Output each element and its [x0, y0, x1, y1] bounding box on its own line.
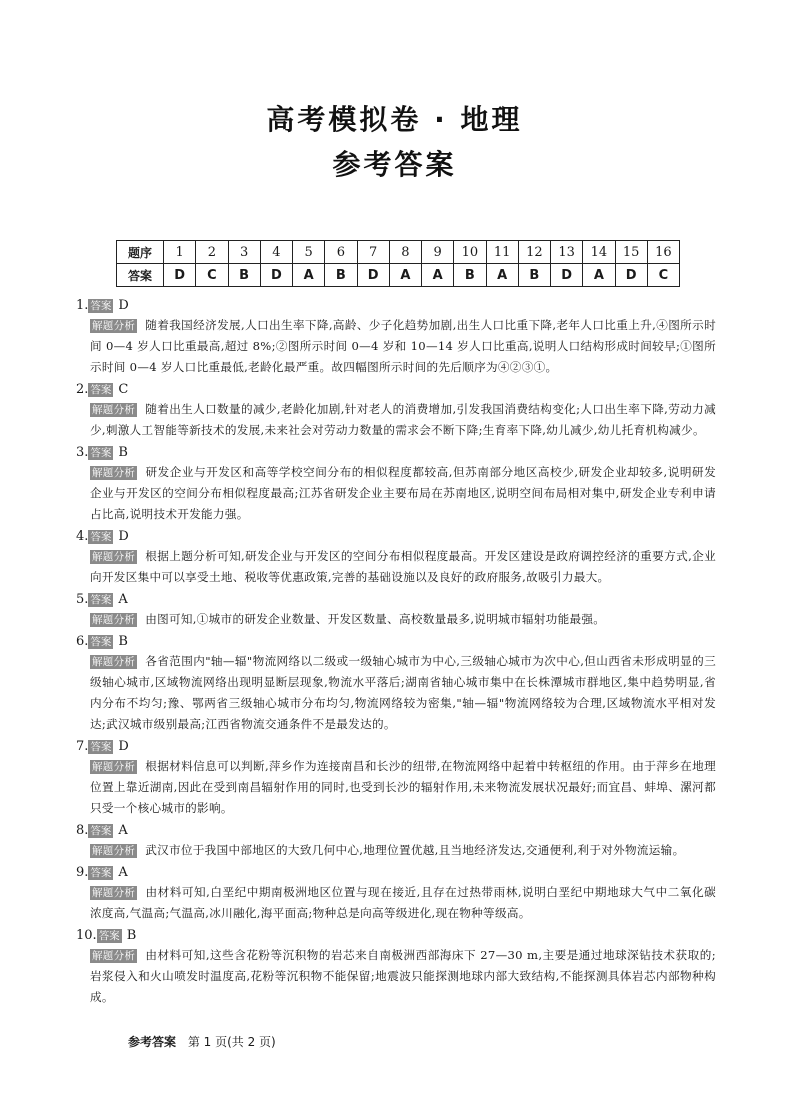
answer-table-answer-row [117, 264, 680, 287]
page-footer [128, 1033, 276, 1050]
analysis-text: 根据材料信息可以判断,萍乡作为连接南昌和长沙的纽带,在物流网络中起着中转枢纽的作用。由于萍乡在地理位置上靠近湖南,因此在受到南昌辐射作用的同时,也受到长沙的辐射作用,未来物流发展状况最好;而宜昌、蚌埠、漯河都只受一个核心城市的影响。 [90, 759, 716, 815]
page-subtitle: 参考答案 [332, 148, 457, 181]
table-cell-number: 15 [615, 241, 647, 264]
table-cell-number: 10 [454, 241, 486, 264]
answer-item [76, 821, 716, 861]
table-cell-number: 11 [486, 241, 518, 264]
answer-letter: B [118, 634, 128, 649]
answer-item [76, 863, 716, 924]
answer-tag: 答案 [90, 530, 112, 543]
analysis-tag: 解题分析 [92, 467, 136, 479]
table-cell-number: 14 [583, 241, 615, 264]
table-cell-number: 12 [518, 241, 550, 264]
answer-line [76, 443, 716, 462]
analysis-paragraph [76, 882, 716, 924]
table-cell-answer: A [389, 264, 421, 287]
analysis-text: 由图可知,①城市的研发企业数量、开发区数量、高校数量最多,说明城市辐射功能最强。 [145, 612, 606, 626]
analysis-tag: 解题分析 [92, 404, 136, 416]
table-header-answer: 答案 [117, 264, 164, 287]
answer-item [76, 590, 716, 630]
table-cell-answer: D [551, 264, 583, 287]
table-cell-answer: A [422, 264, 454, 287]
analysis-paragraph [76, 651, 716, 735]
analysis-text: 根据上题分析可知,研发企业与开发区的空间分布相似程度最高。开发区建设是政府调控经济的重要方式,企业向开发区集中可以享受土地、税收等优惠政策,完善的基础设施以及良好的政府服务,故吸引力最大。 [90, 549, 716, 584]
question-number: 3. [76, 445, 89, 460]
table-cell-number: 1 [164, 241, 196, 264]
table-cell-number: 9 [422, 241, 454, 264]
analysis-text: 各省范围内"轴—辐"物流网络以二级或一级轴心城市为中心,三级轴心城市为次中心,但山西省未形成明显的三级轴心城市,区域物流网络出现明显断层现象,物流水平落后;湖南省轴心城市集中在长株潭城市群地区,集中趋势明显,省内分布不均匀;豫、鄂两省三级轴心城市分布均匀,物流网络较为密集,"轴—辐"物流网络较为合理,区域物流水平相对发达;武汉城市级别最高;江西省物流交通条件不是最发达的。 [90, 654, 716, 731]
answer-line [76, 632, 716, 651]
table-cell-number: 8 [389, 241, 421, 264]
answer-letter: B [126, 928, 137, 943]
answer-letter: A [118, 865, 128, 880]
question-number: 4. [76, 529, 89, 544]
table-cell-number: 6 [325, 241, 357, 264]
analysis-tag: 解题分析 [92, 887, 136, 899]
table-cell-answer: A [583, 264, 615, 287]
analysis-text: 研发企业与开发区和高等学校空间分布的相似程度都较高,但苏南部分地区高校少,研发企业却较多,说明研发企业与开发区的空间分布相似程度最高;江苏省研发企业主要布局在苏南地区,说明空间布局相对集中,研发企业专利申请占比高,说明技术开发能力强。 [90, 465, 716, 521]
answer-line [76, 380, 716, 399]
question-number: 1. [76, 298, 89, 313]
analysis-tag: 解题分析 [92, 320, 136, 332]
answer-tag: 答案 [90, 446, 112, 459]
analysis-tag: 解题分析 [92, 656, 136, 668]
analysis-text: 由材料可知,这些含花粉等沉积物的岩芯来自南极洲西部海床下 27—30 m,主要是通过地球深钻技术获取的;岩浆侵入和火山喷发时温度高,花粉等沉积物不能保留;地震波只能探测地球内部大致结构,不能探测具体岩芯内部物种构成。 [90, 948, 716, 1004]
answer-tag: 答案 [90, 299, 112, 312]
question-number: 6. [76, 634, 89, 649]
answer-letter: A [118, 823, 128, 838]
analysis-tag: 解题分析 [92, 614, 136, 626]
answer-letter: D [118, 739, 129, 754]
analysis-tag: 解题分析 [92, 950, 136, 962]
answer-item [76, 632, 716, 735]
analysis-paragraph [76, 756, 716, 819]
table-cell-answer: B [325, 264, 357, 287]
analysis-text: 武汉市位于我国中部地区的大致几何中心,地理位置优越,且当地经济发达,交通便利,利于对外物流运输。 [145, 843, 685, 857]
answer-tag: 答案 [90, 635, 112, 648]
analysis-tag: 解题分析 [92, 761, 136, 773]
answer-letter: B [118, 445, 128, 460]
table-cell-answer: C [647, 264, 679, 287]
question-number: 2. [76, 382, 89, 397]
table-cell-answer: D [164, 264, 196, 287]
analysis-paragraph [76, 399, 716, 441]
answer-tag: 答案 [90, 824, 112, 837]
table-cell-number: 13 [551, 241, 583, 264]
table-cell-answer: B [518, 264, 550, 287]
answer-item [76, 926, 716, 1008]
table-cell-answer: A [293, 264, 325, 287]
answer-item [76, 737, 716, 819]
answer-item [76, 380, 716, 441]
answer-line [76, 821, 716, 840]
answer-tag: 答案 [90, 866, 112, 879]
answer-tag: 答案 [90, 740, 112, 753]
answer-line [76, 863, 716, 882]
answer-tag: 答案 [90, 383, 112, 396]
answer-letter: D [118, 529, 129, 544]
footer-page-number: 第 1 页(共 2 页) [187, 1035, 276, 1049]
analysis-text: 由材料可知,白垩纪中期南极洲地区位置与现在接近,且存在过热带雨林,说明白垩纪中期地球大气中二氧化碳浓度高,气温高;气温高,冰川融化,海平面高;物种总是向高等级进化,现在物种等级高。 [90, 885, 716, 920]
answer-table-number-row [117, 241, 680, 264]
answer-letter: A [118, 592, 128, 607]
table-cell-answer: D [357, 264, 389, 287]
answer-letter: C [118, 382, 129, 397]
table-cell-answer: D [615, 264, 647, 287]
question-number: 5. [76, 592, 89, 607]
table-cell-answer: B [454, 264, 486, 287]
analysis-paragraph [76, 315, 716, 378]
table-cell-number: 3 [228, 241, 260, 264]
analysis-paragraph [76, 945, 716, 1008]
answer-tag: 答案 [98, 929, 120, 942]
table-cell-number: 16 [647, 241, 679, 264]
analysis-text: 随着我国经济发展,人口出生率下降,高龄、少子化趋势加剧,出生人口比重下降,老年人口比重上升,④图所示时间 0—4 岁人口比重最高,超过 8%;②图所示时间 0—4 岁和 10—14 岁人口比重高,说明人口结构形成时间较早;①图所示时间 0—4 岁人口比重最低,老龄化最严重。故四幅图所示时间的先后顺序为④②③①。 [90, 318, 716, 374]
answer-line [76, 527, 716, 546]
analysis-tag: 解题分析 [92, 551, 136, 563]
analysis-paragraph [76, 609, 716, 630]
question-number: 10. [76, 928, 97, 943]
analysis-text: 随着出生人口数量的减少,老龄化加剧,针对老人的消费增加,引发我国消费结构变化;人口出生率下降,劳动力减少,刺激人工智能等新技术的发展,未来社会对劳动力数量的需求会不断下降;生育率下降,幼儿减少,幼儿托育机构减少。 [90, 402, 716, 437]
question-number: 9. [76, 865, 89, 880]
question-number: 7. [76, 739, 89, 754]
question-number: 8. [76, 823, 89, 838]
answer-line [76, 926, 716, 945]
table-cell-answer: B [228, 264, 260, 287]
answer-line [76, 296, 716, 315]
footer-label: 参考答案 [128, 1035, 177, 1049]
answer-item [76, 527, 716, 588]
answer-item [76, 296, 716, 378]
table-cell-answer: C [196, 264, 228, 287]
table-cell-number: 2 [196, 241, 228, 264]
analysis-paragraph [76, 840, 716, 861]
table-cell-number: 4 [260, 241, 292, 264]
answer-explanations [76, 296, 716, 1010]
answer-table [116, 240, 680, 287]
analysis-paragraph [76, 462, 716, 525]
answer-line [76, 590, 716, 609]
table-header-number: 题序 [117, 241, 164, 264]
table-cell-number: 5 [293, 241, 325, 264]
table-cell-answer: A [486, 264, 518, 287]
table-cell-answer: D [260, 264, 292, 287]
analysis-paragraph [76, 546, 716, 588]
answer-tag: 答案 [90, 593, 112, 606]
page-title: 高考模拟卷 · 地理 [266, 103, 523, 136]
analysis-tag: 解题分析 [92, 845, 136, 857]
answer-item [76, 443, 716, 525]
table-cell-number: 7 [357, 241, 389, 264]
answer-line [76, 737, 716, 756]
answer-letter: D [118, 298, 129, 313]
